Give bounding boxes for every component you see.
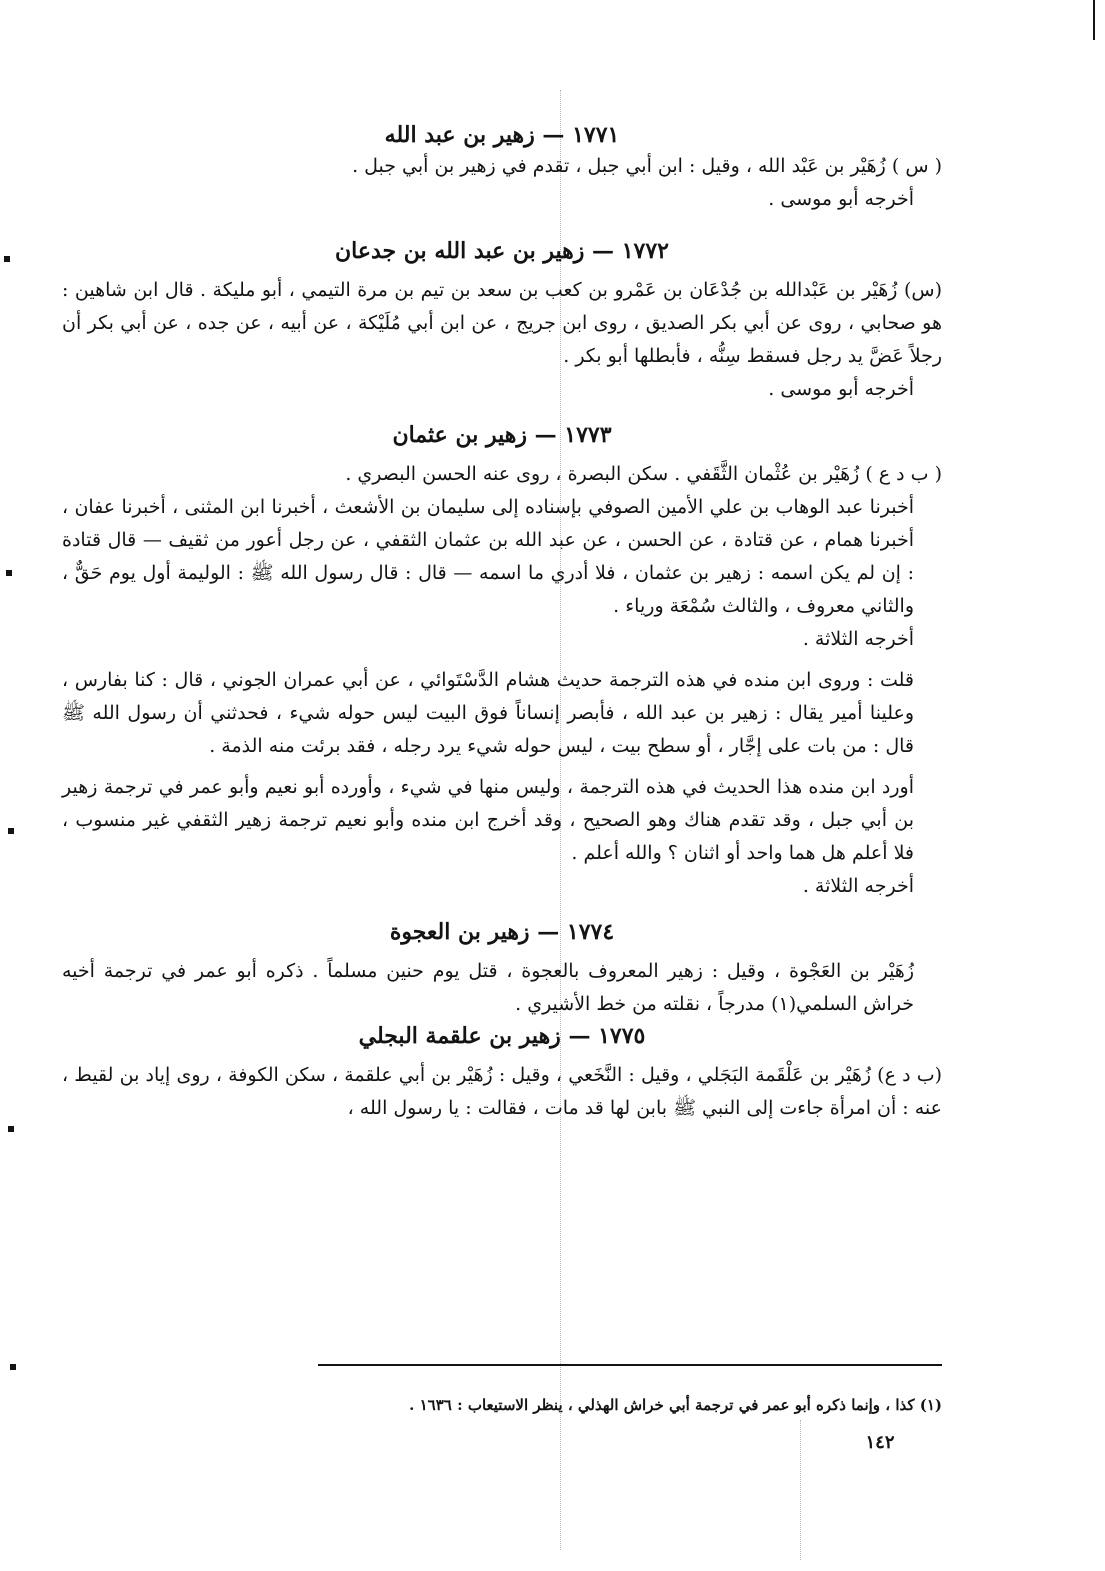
entry-paragraph: (ب د ع) زُهَيْر بن عَلْقَمة البَجَلي ، وقيل : النَّخَعي ، وقيل : زُهَيْر بن أبي علقمة ، سكن الكوفة ، روى إياد بن لقيط ، عنه : أن امرأة جاءت إلى النبي ﷺ بابن لها قد مات ، فقالت : يا رسول الله ، [62,1064,942,1119]
entry-paragraph: أخبرنا عبد الوهاب بن علي الأمين الصوفي بإسناده إلى سليمان بن الأشعث ، أخبرنا ابن المثنى ، أخبرنا عفان ، أخبرنا همام ، عن قتادة ، عن الحسن ، عن عبد الله بن عثمان الثقفي ، عن رجل أعور من ثقيف — قال قتادة : إن لم يكن اسمه : زهير بن عثمان ، فلا أدري ما اسمه — قال : قال رسول الله ﷺ : الوليمة أول يوم حَقٌّ ، والثاني معروف ، والثالث سُمْعَة ورياء . [62,496,914,617]
page-number: ١٤٢ [865,1432,895,1453]
entry-paragraph: قلت : وروى ابن منده في هذه الترجمة حديث هشام الدَّسْتَوائي ، عن أبي عمران الجوني ، قال : كنا بفارس ، وعلينا أمير يقال : زهير بن عبد الله ، فأبصر إنساناً فوق البيت ليس حوله شيء ، فحدثني أن رسول الله ﷺ قال : من بات على إجَّار ، أو سطح بيت ، ليس حوله شيء يرد رجله ، فقد برئت منه الذمة . [62,669,914,757]
margin-mark [6,570,12,576]
entry-paragraph: أورد ابن منده هذا الحديث في هذه الترجمة ، وليس منها في شيء ، وأورده أبو نعيم وأبو عمر في ترجمة زهير بن أبي جبل ، وقد تقدم هناك وهو الصحيح ، وقد أخرج ابن منده وأبو نعيم ترجمة زهير الثقفي غير منسوب ، فلا أعلم هل هما واحد أو اثنان ؟ والله أعلم . [62,776,914,864]
entry-paragraph: (س) زُهَيْر بن عَبْدالله بن جُدْعَان بن عَمْرو بن كعب بن سعد بن تيم بن مرة التيمي ، أبو مليكة . قال ابن شاهين : هو صحابي ، روى عن أبي بكر الصديق ، روى ابن جريج ، عن ابن أبي مُلَيْكة ، عن أبيه ، عن جده ، عن أبي بكر أن رجلاً عَضَّ يد رجل فسقط سِنُّه ، فأبطلها أبو بكر . [62,279,942,367]
entry-1775 [62,1021,942,1125]
entry-title: ١٧٧١ — زهير بن عبد الله [384,122,620,148]
margin-mark [8,1126,14,1132]
margin-mark [8,828,14,834]
entry-paragraph: أخرجه أبو موسى . [768,188,914,210]
margin-mark [10,1364,16,1370]
entry-title: ١٧٧٤ — زهير بن العجوة [389,919,615,945]
entry-1772 [62,236,942,406]
entry-title: ١٧٧٣ — زهير بن عثمان [392,422,612,448]
entry-paragraph: ( س ) زُهَيْر بن عَبْد الله ، وقيل : ابن أبي جبل ، تقدم في زهير بن أبي جبل . [352,155,942,177]
entry-paragraph: ( ب د ع ) زُهَيْر بن عُثْمان الثَّقَفي . سكن البصرة ، روى عنه الحسن البصري . [345,463,942,485]
footnote-rule [318,1364,942,1366]
footnote: (١) كذا ، وإنما ذكره أبو عمر في ترجمة أبي خراش الهذلي ، ينظر الاستيعاب : ١٦٣٦ . [409,1396,942,1414]
entry-title: ١٧٧٥ — زهير بن علقمة البجلي [358,1023,646,1049]
entry-1774 [62,917,942,1021]
entry-paragraph: أخرجه أبو موسى . [768,378,914,400]
margin-mark [4,256,10,262]
scan-guide-dots [800,1420,801,1560]
entry-paragraph: أخرجه الثلاثة . [802,875,914,897]
entry-title: ١٧٧٢ — زهير بن عبد الله بن جدعان [335,238,669,264]
entry-1773 [62,420,942,903]
scan-edge-line [1093,0,1095,40]
entry-paragraph: أخرجه الثلاثة . [802,628,914,650]
entry-paragraph: زُهَيْر بن العَجْوة ، وقيل : زهير المعروف بالعجوة ، قتل يوم حنين مسلماً . ذكره أبو عمر في ترجمة أخيه خراش السلمي(١) مدرجاً ، نقلته من خط الأشيري . [62,960,914,1015]
main-text [62,120,942,1125]
entry-1771 [62,120,942,216]
